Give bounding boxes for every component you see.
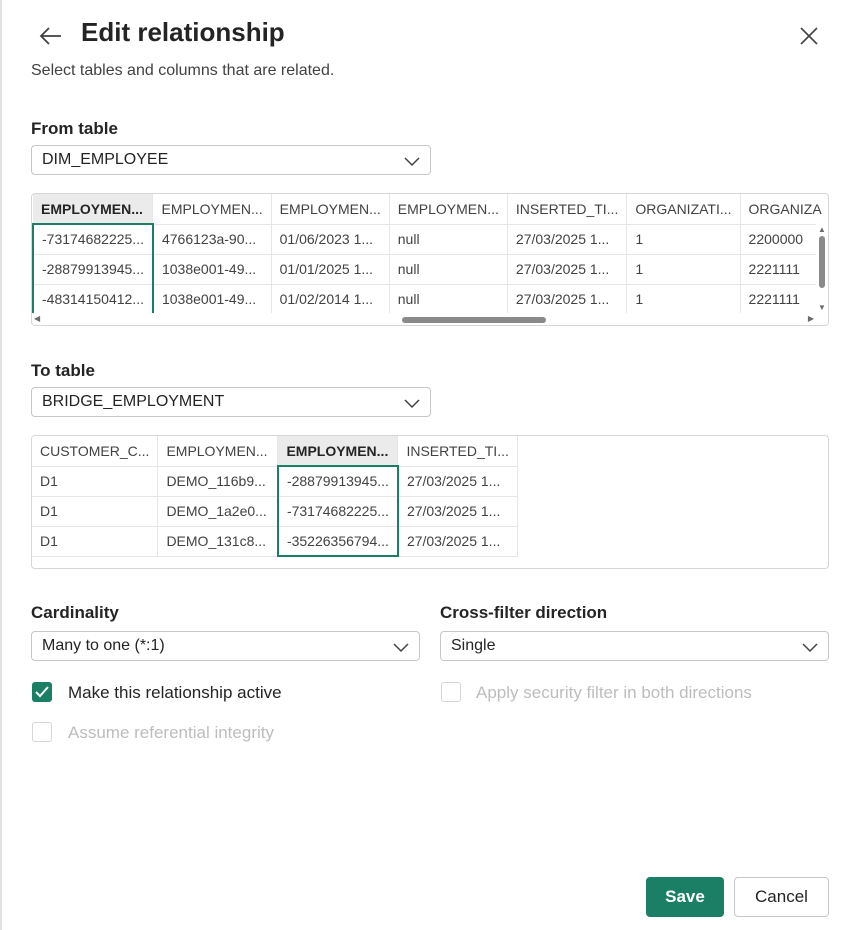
from-col-header-3[interactable]: EMPLOYMEN... (389, 194, 507, 224)
table-cell: 1 (627, 254, 740, 284)
table-cell[interactable]: -35226356794... (278, 526, 398, 556)
cross-filter-value: Single (451, 637, 496, 654)
table-cell[interactable]: -28879913945... (33, 254, 153, 284)
from-table-preview[interactable] (31, 193, 829, 326)
chevron-down-icon (393, 640, 409, 654)
table-row (32, 496, 518, 526)
cardinality-label: Cardinality (31, 603, 119, 622)
page-title: Edit relationship (81, 17, 285, 47)
chevron-down-icon (404, 396, 420, 410)
active-checkbox-label[interactable]: Make this relationship active (68, 683, 282, 702)
table-row (33, 224, 829, 254)
table-cell: 1 (627, 284, 740, 314)
from-col-header-0[interactable]: EMPLOYMEN... (33, 194, 153, 224)
close-button[interactable] (794, 22, 824, 50)
table-cell: DEMO_116b9... (158, 466, 278, 496)
scroll-thumb[interactable] (819, 236, 825, 288)
referential-integrity-label: Assume referential integrity (68, 723, 274, 742)
table-cell: 4766123a-90... (153, 224, 271, 254)
horizontal-scrollbar[interactable] (32, 313, 828, 325)
table-cell[interactable]: -28879913945... (278, 466, 398, 496)
security-filter-label: Apply security filter in both directions (476, 683, 752, 702)
page-subtitle: Select tables and columns that are related. (31, 62, 335, 79)
table-cell: 01/01/2025 1... (271, 254, 389, 284)
table-cell: D1 (32, 526, 158, 556)
arrow-left-icon (39, 26, 63, 46)
from-table-label: From table (31, 119, 118, 138)
table-cell: 27/03/2025 1... (398, 496, 518, 526)
vertical-scrollbar[interactable] (816, 224, 828, 312)
table-cell: null (389, 224, 507, 254)
to-col-header-3[interactable]: INSERTED_TI... (398, 436, 518, 466)
table-cell[interactable]: -48314150412... (33, 284, 153, 314)
scroll-down-icon[interactable]: ▼ (818, 303, 826, 312)
table-cell: 2221111 (740, 284, 829, 314)
active-checkbox[interactable] (32, 682, 52, 702)
chevron-down-icon (404, 154, 420, 168)
to-table-preview[interactable] (31, 435, 829, 569)
checkmark-icon (35, 686, 49, 698)
table-cell: 27/03/2025 1... (398, 466, 518, 496)
table-cell: 27/03/2025 1... (398, 526, 518, 556)
to-table-label: To table (31, 361, 95, 380)
table-cell: D1 (32, 466, 158, 496)
cross-filter-label: Cross-filter direction (440, 603, 608, 622)
table-row (33, 254, 829, 284)
scroll-up-icon[interactable]: ▲ (818, 225, 826, 234)
to-header-row (32, 436, 518, 466)
scroll-thumb[interactable] (402, 317, 546, 323)
to-table-value: BRIDGE_EMPLOYMENT (42, 393, 225, 410)
table-cell: 27/03/2025 1... (507, 284, 626, 314)
table-cell: DEMO_1a2e0... (158, 496, 278, 526)
table-cell: 01/06/2023 1... (271, 224, 389, 254)
to-table-dropdown[interactable] (31, 387, 431, 417)
to-col-header-0[interactable]: CUSTOMER_C... (32, 436, 158, 466)
referential-integrity-checkbox (32, 722, 52, 742)
cross-filter-dropdown[interactable] (440, 631, 829, 661)
scroll-left-icon[interactable]: ◀ (34, 314, 41, 323)
from-col-header-2[interactable]: EMPLOYMEN... (271, 194, 389, 224)
table-cell: null (389, 284, 507, 314)
table-cell: 2221111 (740, 254, 829, 284)
chevron-down-icon (802, 640, 818, 654)
table-cell: null (389, 254, 507, 284)
table-cell: 27/03/2025 1... (507, 254, 626, 284)
panel-left-edge (0, 0, 2, 930)
from-header-row (33, 194, 829, 224)
to-table-grid (32, 436, 518, 557)
from-col-header-5[interactable]: ORGANIZATI... (627, 194, 740, 224)
cardinality-value: Many to one (*:1) (42, 637, 165, 654)
to-col-header-1[interactable]: EMPLOYMEN... (158, 436, 278, 466)
scroll-right-icon[interactable]: ▶ (807, 314, 814, 323)
table-cell: 01/02/2014 1... (271, 284, 389, 314)
close-icon (800, 27, 818, 45)
to-col-header-2[interactable]: EMPLOYMEN... (278, 436, 398, 466)
from-table-value: DIM_EMPLOYEE (42, 151, 169, 168)
table-cell[interactable]: -73174682225... (33, 224, 153, 254)
table-row (32, 526, 518, 556)
table-cell: 27/03/2025 1... (507, 224, 626, 254)
from-col-header-6[interactable]: ORGANIZA (740, 194, 829, 224)
table-cell: DEMO_131c8... (158, 526, 278, 556)
cardinality-dropdown[interactable] (31, 631, 420, 661)
table-cell: 2200000 (740, 224, 829, 254)
table-row (33, 284, 829, 314)
table-cell: 1038e001-49... (153, 254, 271, 284)
cancel-button[interactable]: Cancel (734, 877, 829, 917)
save-button[interactable]: Save (646, 877, 724, 917)
from-table-dropdown[interactable] (31, 145, 431, 175)
from-table-grid (32, 194, 829, 315)
from-col-header-1[interactable]: EMPLOYMEN... (153, 194, 271, 224)
from-col-header-4[interactable]: INSERTED_TI... (507, 194, 626, 224)
table-cell: 1 (627, 224, 740, 254)
security-filter-checkbox (441, 682, 461, 702)
table-cell: D1 (32, 496, 158, 526)
table-row (32, 466, 518, 496)
table-cell: 1038e001-49... (153, 284, 271, 314)
back-button[interactable] (36, 22, 66, 50)
table-cell[interactable]: -73174682225... (278, 496, 398, 526)
